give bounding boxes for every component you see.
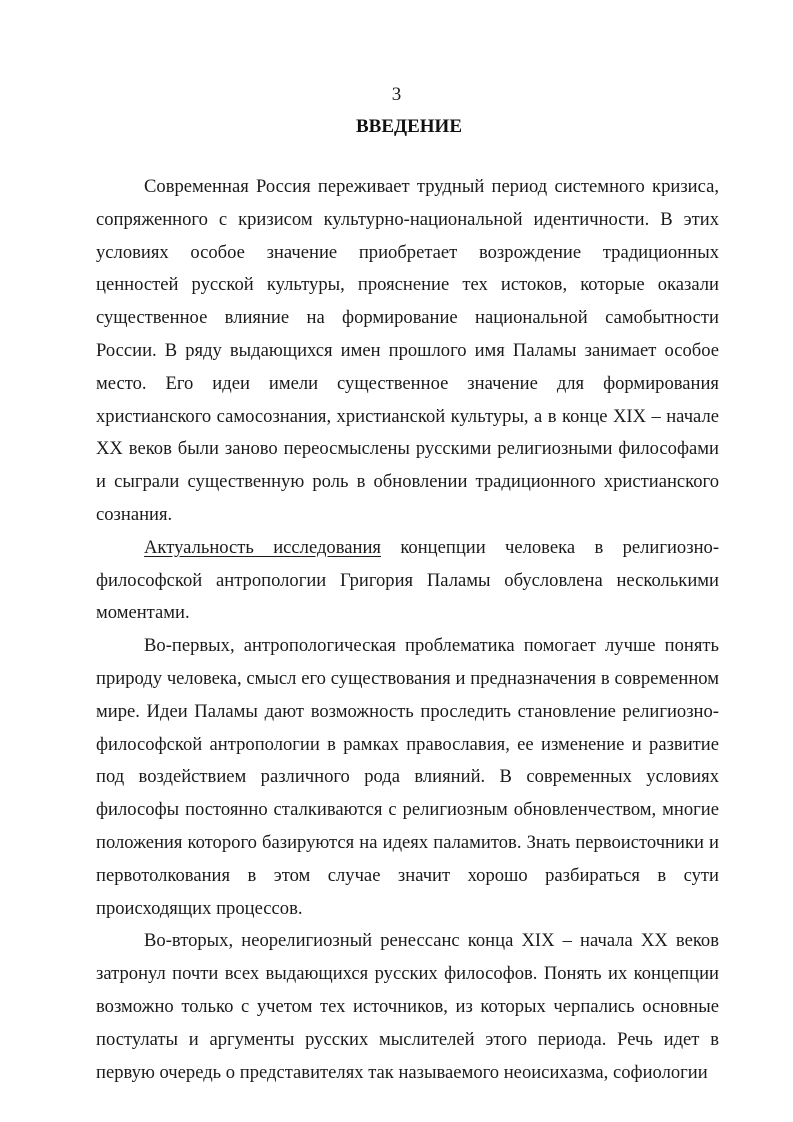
page-number: 3: [391, 84, 402, 105]
paragraph-2-rest: концепции человека в религиозно-философской антропологии Григория Паламы обусловлена несколькими моментами.: [96, 536, 720, 624]
paragraph-3: Во-первых, антропологическая проблематика помогает лучше понять природу человека, смысл его существования и предназначения в современном мире. Идеи Паламы дают возможность проследить становление религиозно-философской антропологии в рамках православия, ее изменение и развитие под воздействием различного рода влияний. В современных условиях философы постоянно сталкиваются с религиозным обновленчеством, многие положения которого базируются на идеях паламитов. Знать первоисточники и первотолкования в этом случае значит хорошо разбираться в сути происходящих процессов.: [96, 635, 719, 919]
paragraph-2: [96, 532, 719, 630]
body-text: [96, 171, 719, 1089]
paragraph-1: Современная Россия переживает трудный период системного кризиса, сопряженного с кризисом культурно-национальной идентичности. В этих условиях особое значение приобретает возрождение традиционных ценностей русской культуры, прояснение тех истоков, которые оказали существенное влияние на формирование национальной самобытности России. В ряду выдающихся имен прошлого имя Паламы занимает особое место. Его идеи имели существенное значение для формирования христианского самосознания, христианской культуры, а в конце XIX – начале XX веков были заново переосмыслены русскими религиозными философами и сыграли существенную роль в обновлении традиционного христианского сознания.: [96, 176, 719, 525]
paragraph-2-lead: Актуальность исследования: [144, 536, 381, 558]
page-title: ВВЕДЕНИЕ: [356, 116, 462, 137]
paragraph-4: Во-вторых, неорелигиозный ренессанс конца XIX – начала XX веков затронул почти всех выдающихся русских философов. Понять их концепции возможно только с учетом тех источников, из которых черпались основные постулаты и аргументы русских мыслителей этого периода. Речь идет в первую очередь о представителях так называемого неоисихазма, софиологии: [96, 930, 719, 1083]
